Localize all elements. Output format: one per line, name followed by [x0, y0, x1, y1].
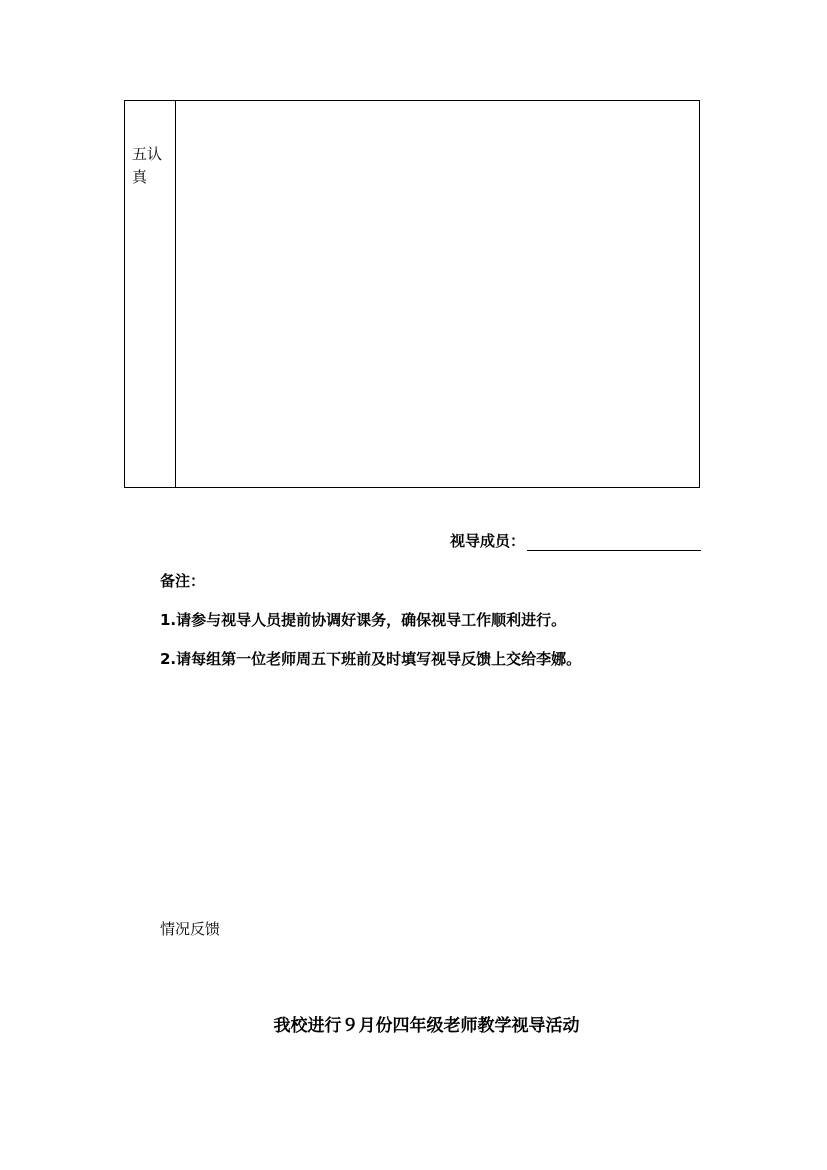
members-label: 视导成员：	[450, 532, 526, 550]
members-signature-line	[527, 531, 701, 551]
note-item-2: 2.请每组第一位老师周五下班前及时填写视导反馈上交给李娜。	[160, 650, 582, 668]
note-item-1: 1.请参与视导人员提前协调好课务，确保视导工作顺利进行。	[160, 611, 567, 629]
notes-title: 备注：	[160, 572, 206, 590]
table-content-cell	[176, 101, 699, 487]
table-label-cell	[125, 101, 176, 487]
five-conscientious-table	[124, 100, 700, 488]
members-signature	[450, 530, 701, 551]
feedback-label: 情况反馈	[160, 920, 221, 938]
table-label: 五认真	[132, 145, 163, 186]
document-title: 我校进行９月份四年级老师教学视导活动	[273, 1016, 580, 1036]
